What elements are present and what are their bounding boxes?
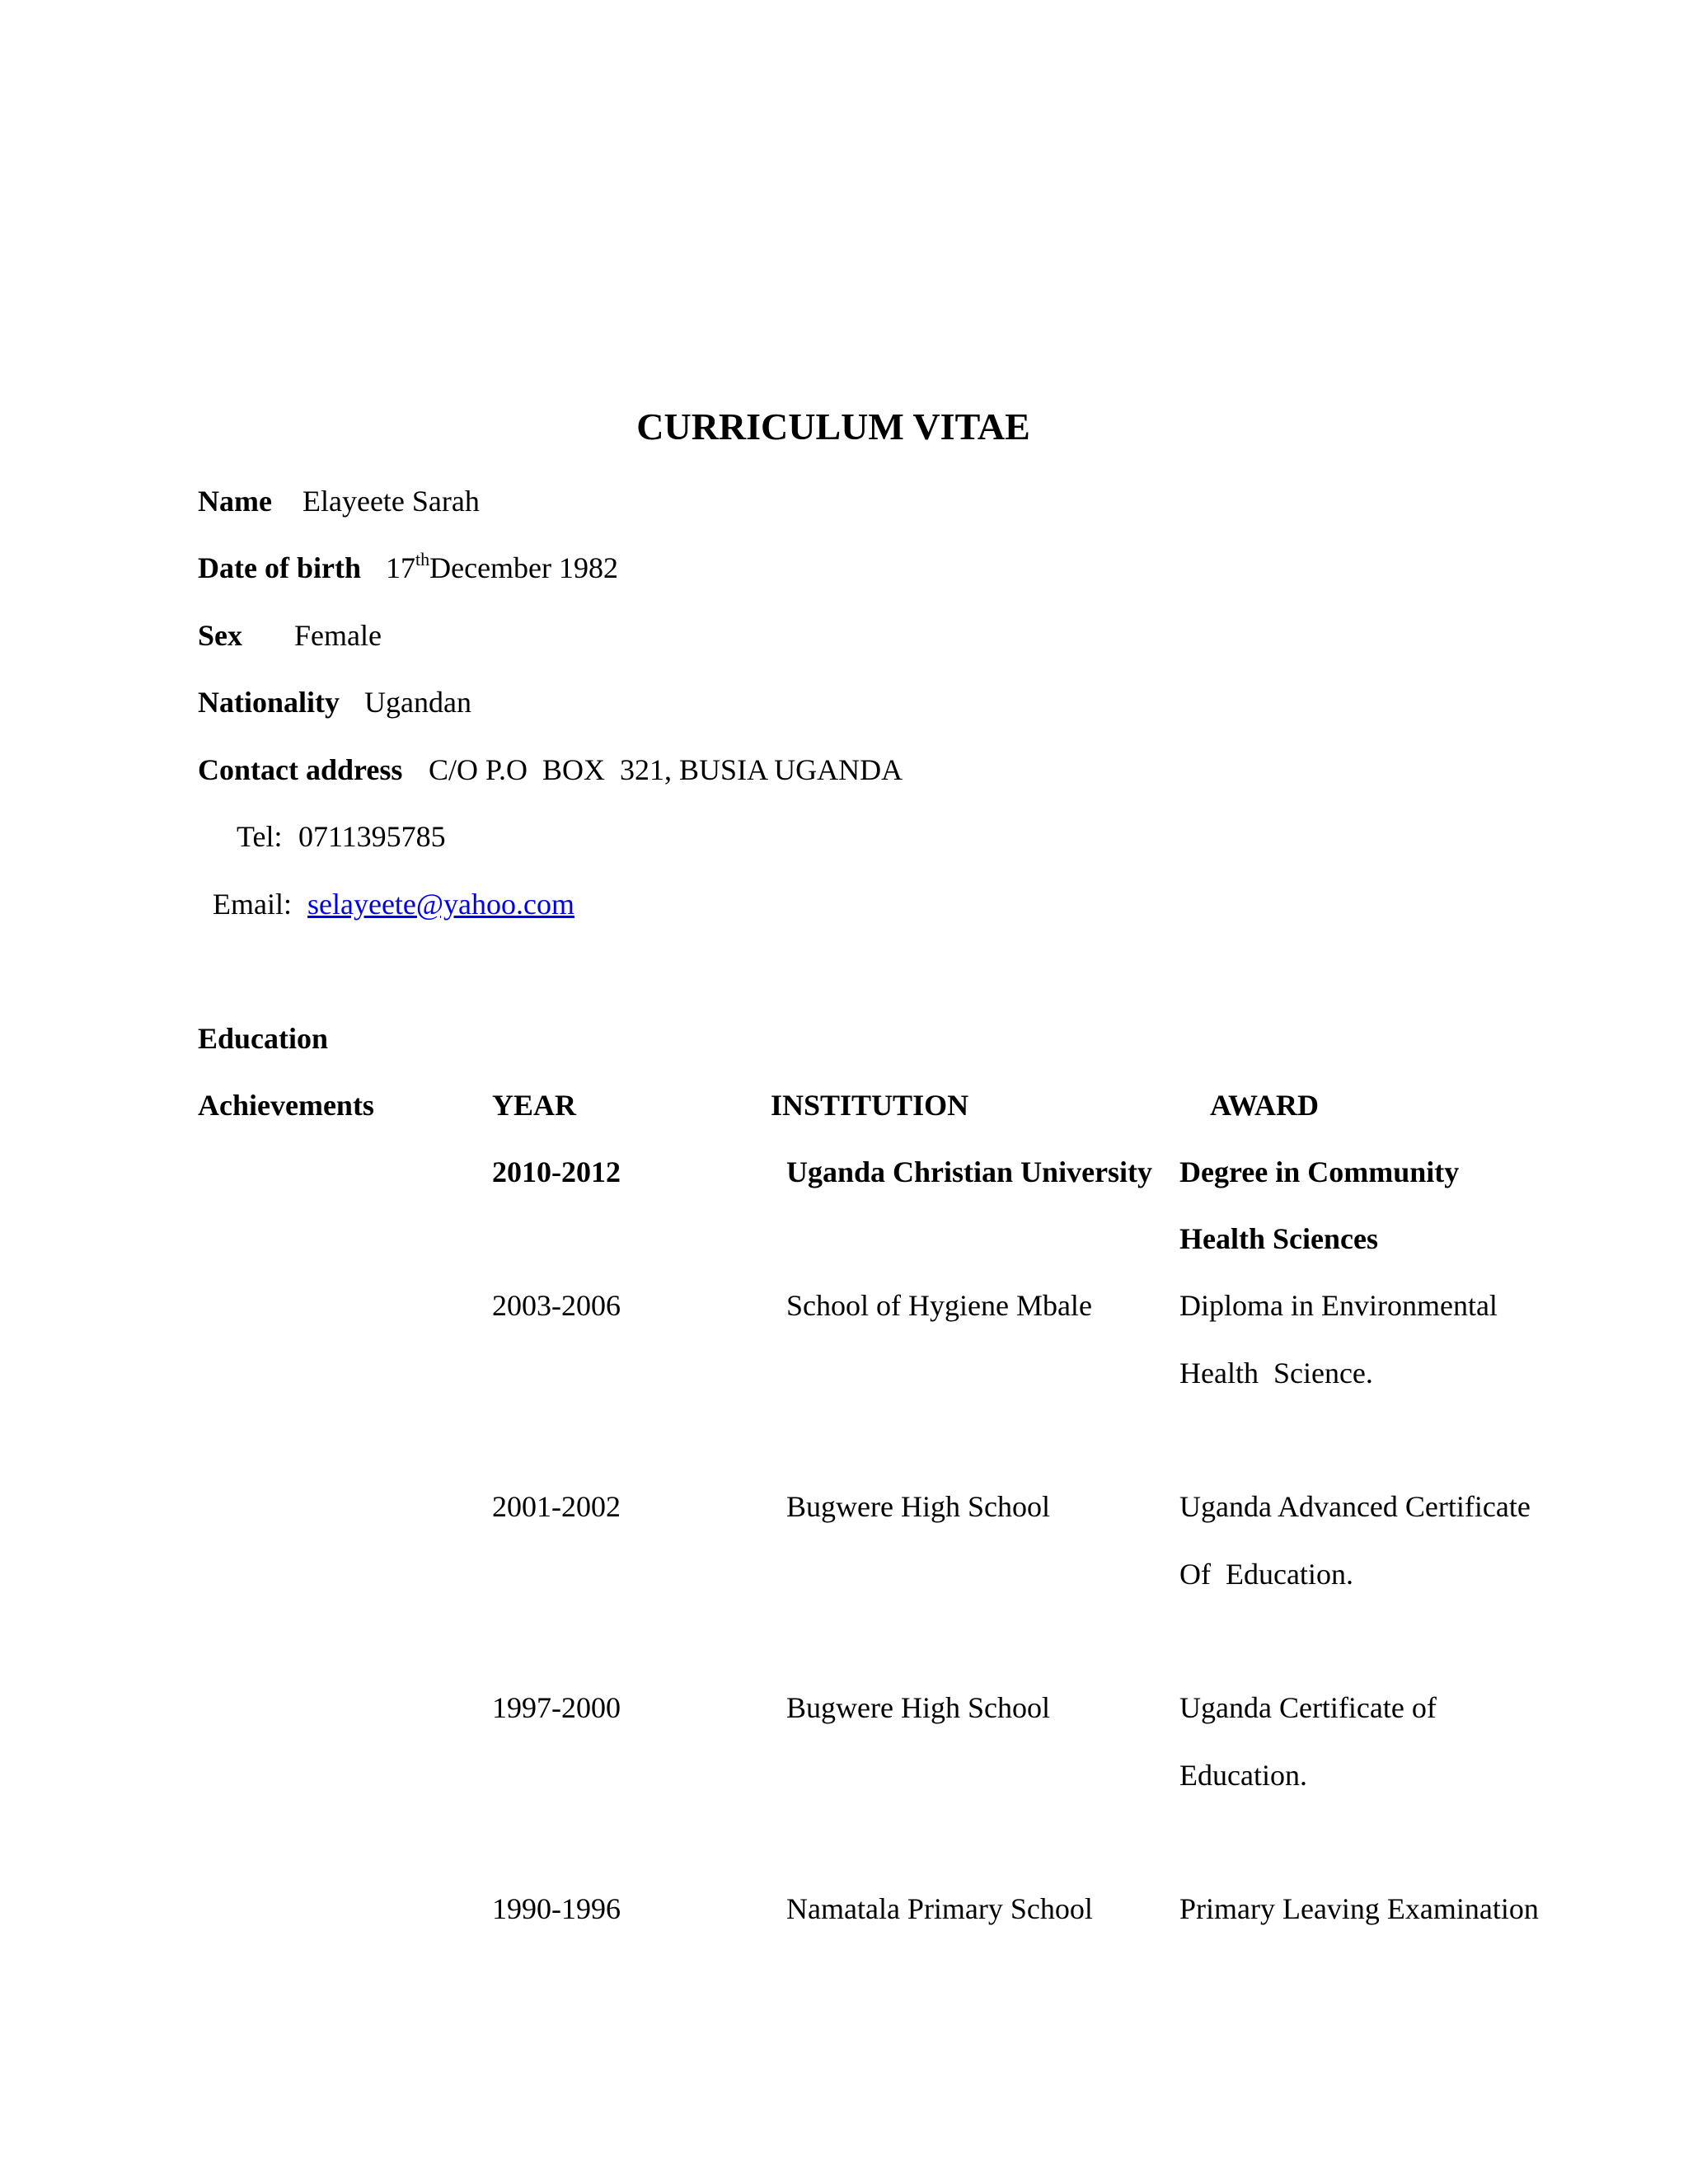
education-label: Education bbox=[198, 1022, 329, 1055]
table-row-award: Uganda Certificate of bbox=[1179, 1691, 1437, 1724]
nationality-value: Ugandan bbox=[364, 686, 471, 719]
table-row-award-cont: Health Science. bbox=[1179, 1357, 1373, 1390]
dob-label: Date of birth bbox=[198, 551, 361, 584]
tel-value: 0711395785 bbox=[298, 820, 446, 853]
table-row-institution: Bugwere High School bbox=[786, 1691, 1050, 1724]
email-link[interactable]: selayeete@yahoo.com bbox=[307, 888, 575, 921]
contact-value: C/O P.O BOX 321, BUSIA UGANDA bbox=[429, 753, 903, 786]
table-row-year: 1997-2000 bbox=[492, 1691, 621, 1724]
dob-day: 17 bbox=[386, 551, 415, 584]
sex-label: Sex bbox=[198, 619, 242, 652]
email-label: Email: bbox=[213, 888, 292, 921]
table-row-award: Degree in Community bbox=[1179, 1155, 1460, 1188]
contact-label: Contact address bbox=[198, 753, 403, 786]
sex-value: Female bbox=[294, 619, 382, 652]
year-header: YEAR bbox=[492, 1089, 577, 1122]
table-row-award: Diploma in Environmental bbox=[1179, 1289, 1498, 1322]
table-row-award-cont: Of Education. bbox=[1179, 1558, 1353, 1591]
name-value: Elayeete Sarah bbox=[302, 485, 480, 518]
tel-label: Tel: bbox=[237, 820, 283, 853]
table-row-year: 2001-2002 bbox=[492, 1490, 621, 1523]
achievements-label: Achievements bbox=[198, 1089, 374, 1122]
table-row-award: Primary Leaving Examination bbox=[1179, 1892, 1539, 1925]
dob-suffix: th bbox=[415, 549, 430, 569]
table-row-institution: Bugwere High School bbox=[786, 1490, 1050, 1523]
dob-value bbox=[386, 549, 619, 584]
table-row-award-cont: Education. bbox=[1179, 1759, 1307, 1792]
page-title: CURRICULUM VITAE bbox=[636, 405, 1030, 448]
table-row-year: 2010-2012 bbox=[492, 1155, 621, 1188]
institution-header: INSTITUTION bbox=[771, 1089, 969, 1122]
table-row-award: Uganda Advanced Certificate bbox=[1179, 1490, 1531, 1523]
table-row-year: 1990-1996 bbox=[492, 1892, 621, 1925]
table-row-institution: School of Hygiene Mbale bbox=[786, 1289, 1092, 1322]
dob-month-year: December 1982 bbox=[429, 551, 619, 584]
award-header: AWARD bbox=[1210, 1089, 1320, 1122]
nationality-label: Nationality bbox=[198, 686, 340, 719]
table-row-institution: Uganda Christian University bbox=[786, 1155, 1153, 1188]
table-row-institution: Namatala Primary School bbox=[786, 1892, 1093, 1925]
name-label: Name bbox=[198, 485, 272, 518]
table-row-award-cont: Health Sciences bbox=[1179, 1222, 1378, 1255]
table-row-year: 2003-2006 bbox=[492, 1289, 621, 1322]
